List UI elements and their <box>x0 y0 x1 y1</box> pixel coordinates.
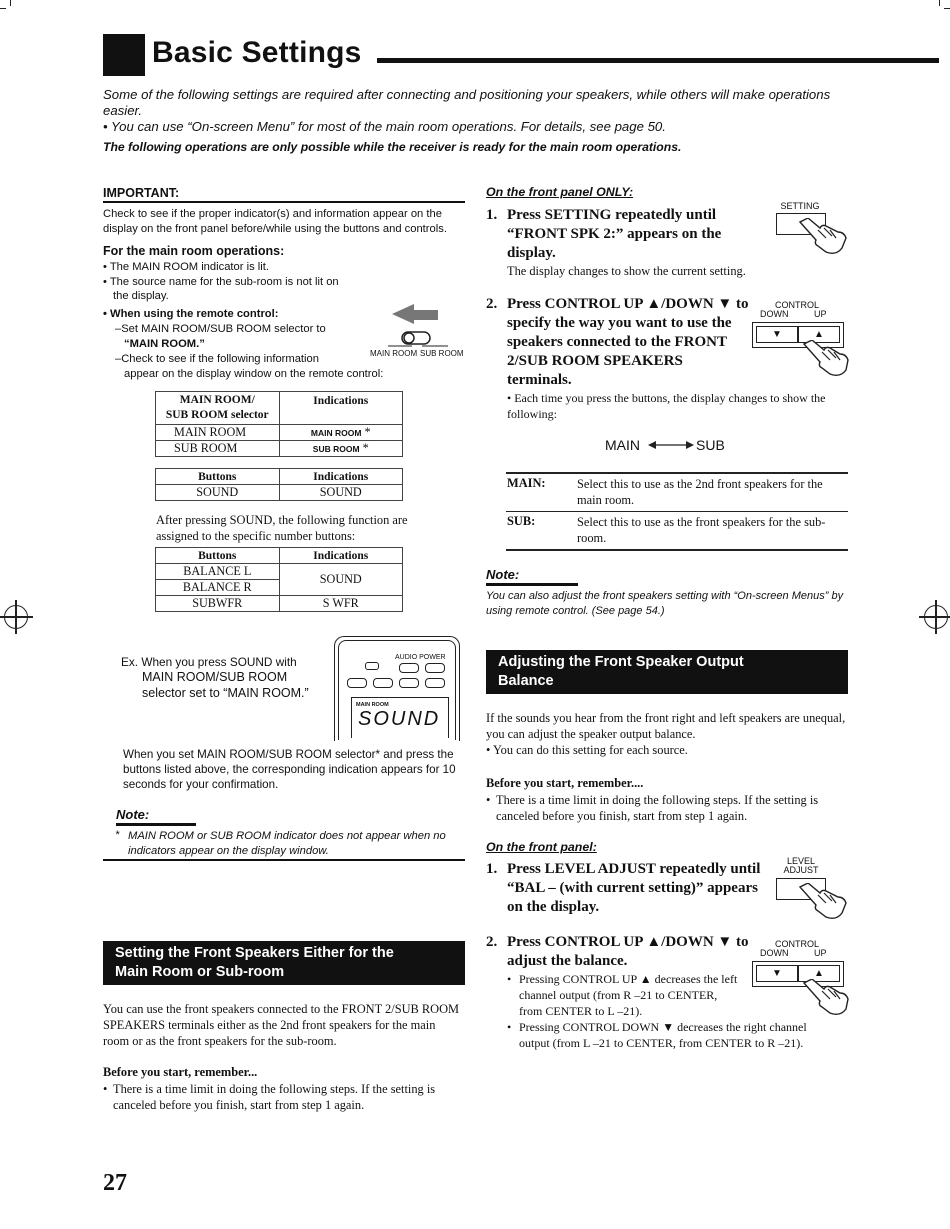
remote-button <box>425 663 445 673</box>
registration-mark-icon <box>924 605 948 629</box>
before-start-heading: Before you start, remember... <box>103 1065 258 1079</box>
table-row <box>156 485 403 501</box>
table-header: Indications <box>279 548 403 564</box>
important-heading: IMPORTANT: <box>103 186 180 200</box>
remote-display-text: SOUND <box>358 708 441 730</box>
step-2-number: 2. <box>486 296 498 312</box>
table-cell <box>279 425 403 441</box>
crop-mark <box>0 8 6 9</box>
hand-press-icon <box>796 218 848 256</box>
page-title: Basic Settings <box>152 36 362 69</box>
table-row <box>156 425 403 441</box>
table-cell: BALANCE L <box>156 564 280 580</box>
hand-press-icon <box>800 340 850 380</box>
note-text-right: You can also adjust the front speakers setting with “On-screen Menus” by using remote control. (See page 54.) <box>486 590 844 617</box>
table-header: Indications <box>279 469 403 485</box>
bullet-source-name-cont: the display. <box>113 290 169 302</box>
table-header-a1: MAIN ROOM/ <box>179 394 255 406</box>
example-line-1: Ex. When you press SOUND with <box>121 655 297 669</box>
remote-button <box>373 678 393 688</box>
crop-mark <box>944 8 950 9</box>
example-line-3: selector set to “MAIN ROOM.” <box>142 686 309 700</box>
table-header: Buttons <box>156 548 280 564</box>
remote-control-illustration <box>334 636 460 741</box>
step-2-text: Press CONTROL UP ▲/DOWN ▼ to specify the way you want to use the speakers connected to the FRONT 2/SUB ROOM SPEAKERS terminals. <box>507 296 749 388</box>
remote-item-1-value: “MAIN ROOM.” <box>124 338 205 350</box>
section-heading-line-2: Main Room or Sub-room <box>115 964 285 980</box>
balance-step-2-number: 2. <box>486 934 498 950</box>
down-label: DOWN <box>760 309 789 319</box>
remote-button <box>399 663 419 673</box>
table-cell: SUB ROOM <box>156 441 280 457</box>
crop-mark <box>10 0 11 6</box>
option-desc-sub: Select this to use as the front speakers for the sub-room. <box>577 515 826 545</box>
note-heading-right: Note: <box>486 567 520 582</box>
table-cell: SOUND <box>279 485 403 501</box>
table-cell: MAIN ROOM <box>156 425 280 441</box>
indication-table-3 <box>155 547 403 612</box>
title-rule <box>377 58 939 63</box>
options-rule-bottom <box>506 549 848 551</box>
step-1-number: 1. <box>486 207 498 223</box>
table-header-a2: SUB ROOM selector <box>165 409 269 421</box>
after-sound-text: After pressing SOUND, the following function are assigned to the specific number buttons: <box>156 513 408 543</box>
remote-audio-power-label: AUDIO POWER <box>395 654 446 661</box>
table-header: Buttons <box>156 469 280 485</box>
options-rule-top <box>506 472 848 474</box>
note-heading: Note: <box>116 807 150 822</box>
indication-table-2 <box>155 468 403 501</box>
section-heading-line-2: Balance <box>498 673 554 689</box>
note-text: MAIN ROOM or SUB ROOM indicator does not appear when no indicators appear on the display window. <box>128 830 446 857</box>
indication-table-1 <box>155 391 403 457</box>
front-panel-only-heading: On the front panel ONLY: <box>486 185 634 199</box>
hand-press-icon <box>796 883 848 923</box>
when-set-text: When you set MAIN ROOM/SUB ROOM selector* and press the buttons listed above, the corresponding indication appears for 10 seconds for your confirmation. <box>123 748 456 791</box>
down-label: DOWN <box>760 948 789 958</box>
section-heading-front-speakers <box>103 941 465 985</box>
main-ops-heading: For the main room operations: <box>103 244 285 258</box>
table-row <box>156 441 403 457</box>
intro-bold: The following operations are only possible while the receiver is ready for the main room operations. <box>103 140 682 154</box>
title-block <box>103 34 145 76</box>
important-rule <box>103 201 465 203</box>
table-cell: BALANCE R <box>156 580 280 596</box>
asterisk: * <box>364 425 371 439</box>
control-label: CONTROL <box>774 300 819 310</box>
double-arrow-icon <box>648 438 694 452</box>
bullet-source-name: • The source name for the sub-room is not lit on <box>103 276 339 288</box>
option-term-sub: SUB: <box>507 514 536 528</box>
section-heading-balance <box>486 650 848 694</box>
step-2-bullet: • Each time you press the buttons, the display changes to show the following: <box>507 391 826 421</box>
adjust-label: ADJUST <box>783 865 819 875</box>
remote-display-label: MAIN ROOM <box>356 702 389 708</box>
balance-step-2-text: Press CONTROL UP ▲/DOWN ▼ to adjust the balance. <box>507 934 749 969</box>
table-cell: SOUND <box>156 485 280 501</box>
bullet-dot: • <box>507 972 512 986</box>
remote-button <box>399 678 419 688</box>
remote-button <box>425 678 445 688</box>
control-up-button[interactable]: ▲ <box>798 326 840 343</box>
balance-before-start: Before you start, remember.... <box>486 776 644 790</box>
section-heading-line-1: Setting the Front Speakers Either for the <box>115 945 394 961</box>
note-star: * <box>115 829 120 841</box>
table-cell: SUBWFR <box>156 596 280 612</box>
table-cell <box>279 441 403 457</box>
step-1-text: Press SETTING repeatedly until “FRONT SPK 2:” appears on the display. <box>507 207 722 261</box>
indication-text: MAIN ROOM <box>310 428 362 438</box>
balance-body-bullet: • You can do this setting for each source. <box>486 743 688 757</box>
arrow-left-icon <box>392 304 438 324</box>
table-cell: SOUND <box>279 564 403 596</box>
sub-label: SUB <box>696 437 725 453</box>
up-label: UP <box>814 948 827 958</box>
bullet-dot: • <box>507 1020 512 1034</box>
up-label: UP <box>814 309 827 319</box>
table-row <box>156 564 403 580</box>
option-desc-main: Select this to use as the 2nd front speakers for the main room. <box>577 477 823 507</box>
selector-label-sub: SUB ROOM <box>420 349 464 358</box>
table-row <box>156 596 403 612</box>
example-line-2: MAIN ROOM/SUB ROOM <box>142 670 288 684</box>
balance-bullet-2: Pressing CONTROL DOWN ▼ decreases the right channel output (from L –21 to CENTER, from CENTER to R –21). <box>519 1020 807 1050</box>
bullet-dot: • <box>486 793 491 807</box>
asterisk: * <box>362 441 369 455</box>
front-speakers-body: You can use the front speakers connected to the FRONT 2/SUB ROOM SPEAKERS terminals either as the 2nd front speakers for the main room or as the front speakers for the sub-room. <box>103 1002 460 1048</box>
indication-text: SUB ROOM <box>312 444 360 454</box>
crop-mark <box>939 0 940 6</box>
registration-mark-icon <box>4 605 28 629</box>
important-text: Check to see if the proper indicator(s) and information appear on the display on the front panel before/while using the buttons and controls. <box>103 208 447 235</box>
balance-bullet-1: Pressing CONTROL UP ▲ decreases the left channel output (from R –21 to CENTER, from CENTER to L –21). <box>519 972 738 1018</box>
options-rule-mid <box>506 511 848 512</box>
level-adjust-label <box>776 857 826 875</box>
hand-press-icon <box>800 979 850 1019</box>
page-number: 27 <box>103 1170 127 1196</box>
balance-step-1-number: 1. <box>486 861 498 877</box>
table-header: Indications <box>279 392 403 425</box>
step-1-sub: The display changes to show the current setting. <box>507 264 746 278</box>
remote-item-1: –Set MAIN ROOM/SUB ROOM selector to <box>115 323 326 335</box>
bullet-main-room-lit: • The MAIN ROOM indicator is lit. <box>103 261 269 273</box>
option-term-main: MAIN: <box>507 476 546 490</box>
control-down-button[interactable]: ▼ <box>756 965 798 982</box>
section-divider <box>103 859 465 861</box>
remote-display <box>351 697 449 738</box>
remote-heading: • When using the remote control: <box>103 308 279 320</box>
balance-before-bullet: There is a time limit in doing the following steps. If the setting is canceled before you finish, start from step 1 again. <box>496 793 819 823</box>
bullet-dot: • <box>103 1082 108 1096</box>
intro-text: Some of the following settings are required after connecting and positioning your speakers, while others will make operations easier. <box>103 87 831 118</box>
section-heading-line-1: Adjusting the Front Speaker Output <box>498 654 744 670</box>
remote-button <box>347 678 367 688</box>
intro-bullet: • You can use “On-screen Menu” for most of the main room operations. For details, see page 50. <box>103 119 666 134</box>
level-label: LEVEL <box>786 856 816 866</box>
selector-label-main: MAIN ROOM <box>370 349 418 358</box>
setting-button-label: SETTING <box>780 201 820 211</box>
note-rule <box>116 823 196 826</box>
note-rule-right <box>486 583 578 586</box>
control-up-button[interactable]: ▲ <box>798 965 840 982</box>
remote-item-2: –Check to see if the following information <box>115 353 319 365</box>
balance-step-1-text: Press LEVEL ADJUST repeatedly until “BAL – (with current setting)” appears on the display. <box>507 861 761 915</box>
balance-body: If the sounds you hear from the front right and left speakers are unequal, you can adjust the speaker output balance. <box>486 711 846 741</box>
table-header <box>156 392 280 425</box>
control-label: CONTROL <box>774 939 819 949</box>
before-start-bullet: There is a time limit in doing the following steps. If the setting is canceled before you finish, start from step 1 again. <box>113 1082 436 1112</box>
remote-selector <box>365 662 379 670</box>
front-panel-heading: On the front panel: <box>486 840 597 854</box>
table-cell: S WFR <box>279 596 403 612</box>
control-down-button[interactable]: ▼ <box>756 326 798 343</box>
main-label: MAIN <box>605 437 640 453</box>
remote-item-2-cont: appear on the display window on the remote control: <box>124 368 384 380</box>
